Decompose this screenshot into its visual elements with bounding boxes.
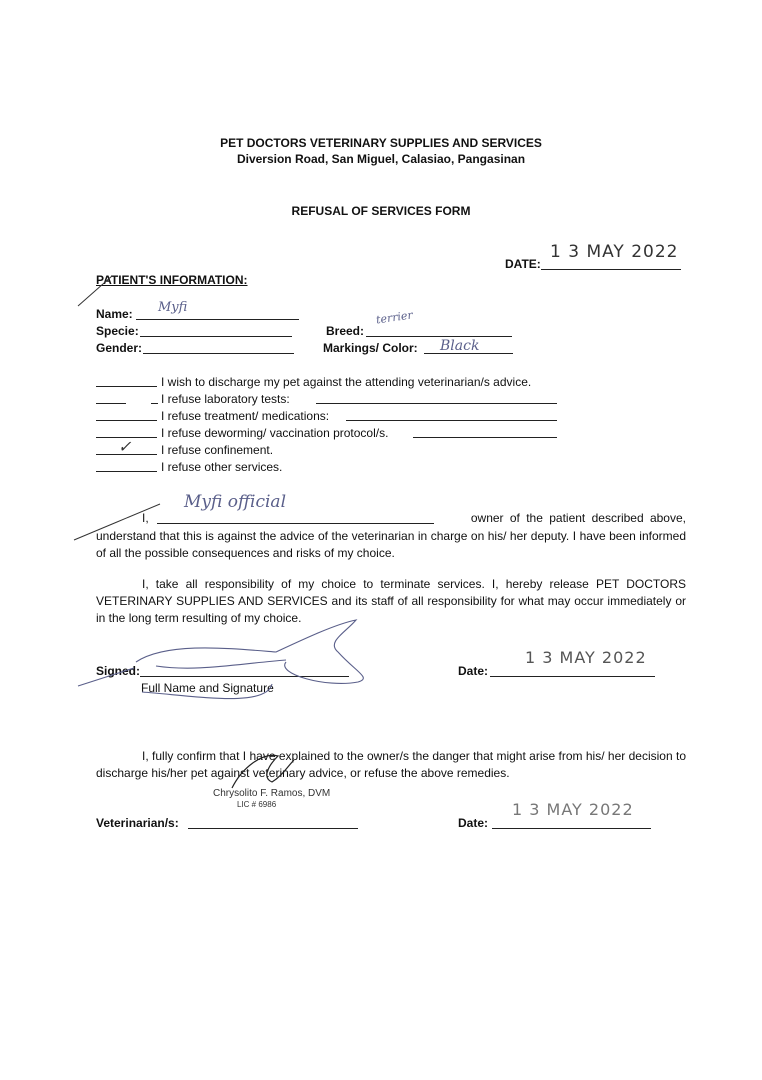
date-line <box>541 269 681 270</box>
markings-value: Black <box>440 338 480 354</box>
vet-date-line <box>492 828 651 829</box>
treatment-line <box>346 420 557 421</box>
name-label: Name: <box>96 307 133 321</box>
signed-date-stamp: 1 3 MAY 2022 <box>525 648 647 667</box>
vet-date-stamp: 1 3 MAY 2022 <box>512 800 634 819</box>
para3: I, fully confirm that I have explained to the owner/s the danger that might arise from his/ her decision to discharge his/her pet against veterinary advice, or refuse the above remedies. <box>96 749 686 780</box>
markings-label: Markings/ Color: <box>323 341 418 355</box>
gender-line <box>143 353 294 354</box>
company-address: Diversion Road, San Miguel, Calasiao, Pangasinan <box>236 152 526 166</box>
date-label: DATE: <box>505 257 541 271</box>
option-deworming: I refuse deworming/ vaccination protocol/s. <box>161 426 389 440</box>
signed-label: Signed: <box>96 664 140 678</box>
pen-stroke-mark <box>72 500 162 542</box>
option-blank <box>96 471 157 472</box>
breed-value: terrier <box>375 308 414 327</box>
option-treatment: I refuse treatment/ medications: <box>161 409 330 423</box>
specie-line <box>140 336 292 337</box>
checkmark-icon: ✓ <box>118 437 132 456</box>
option-blank <box>96 403 126 404</box>
vet-stamp-license: LIC # 6986 <box>237 800 277 809</box>
para2: I, take all responsibility of my choice to terminate services. I, hereby release PET DOCTORS VETERINARY SUPPLIES AND SERVICES and its staff of all responsibility for what may occur immediately or in the long term resulting of my choice. <box>96 577 686 625</box>
signed-date-line <box>490 676 655 677</box>
vet-line <box>188 828 358 829</box>
signed-date-label: Date: <box>458 664 489 678</box>
vet-date-label: Date: <box>458 816 489 830</box>
specie-label: Specie: <box>96 324 139 338</box>
option-discharge: I wish to discharge my pet against the attending veterinarian/s advice. <box>161 375 532 389</box>
lab-tests-line <box>316 403 557 404</box>
option-blank <box>151 403 158 404</box>
owner-signature <box>76 612 376 712</box>
company-name: PET DOCTORS VETERINARY SUPPLIES AND SERVICES <box>220 136 542 150</box>
deworming-line <box>413 437 557 438</box>
owner-name-value: Myfi official <box>184 492 286 512</box>
option-confinement: I refuse confinement. <box>161 443 274 457</box>
name-value: Myfi <box>158 300 188 315</box>
para1-body: understand that this is against the advice of the veterinarian in charge on his/ her deputy. I have been informed of all the possible consequences and risks of my choice. <box>96 529 686 560</box>
pen-stroke-mark <box>76 272 116 308</box>
owner-name-line <box>157 523 434 524</box>
option-blank <box>96 420 157 421</box>
option-other: I refuse other services. <box>161 460 283 474</box>
para1-first-line: owner of the patient described above, <box>470 511 686 525</box>
vet-label: Veterinarian/s: <box>96 816 179 830</box>
option-lab-tests: I refuse laboratory tests: <box>161 392 290 406</box>
para1-start: I, <box>142 511 149 525</box>
breed-label: Breed: <box>326 324 365 338</box>
name-line <box>136 319 299 320</box>
signed-sublabel: Full Name and Signature <box>141 681 274 695</box>
gender-label: Gender: <box>96 341 143 355</box>
patient-heading: PATIENT'S INFORMATION: <box>96 273 248 287</box>
vet-stamp-name: Chrysolito F. Ramos, DVM <box>213 788 331 799</box>
date-stamp-top: 1 3 MAY 2022 <box>550 242 679 262</box>
form-title: REFUSAL OF SERVICES FORM <box>291 204 471 218</box>
option-blank <box>96 386 157 387</box>
breed-line <box>366 336 512 337</box>
